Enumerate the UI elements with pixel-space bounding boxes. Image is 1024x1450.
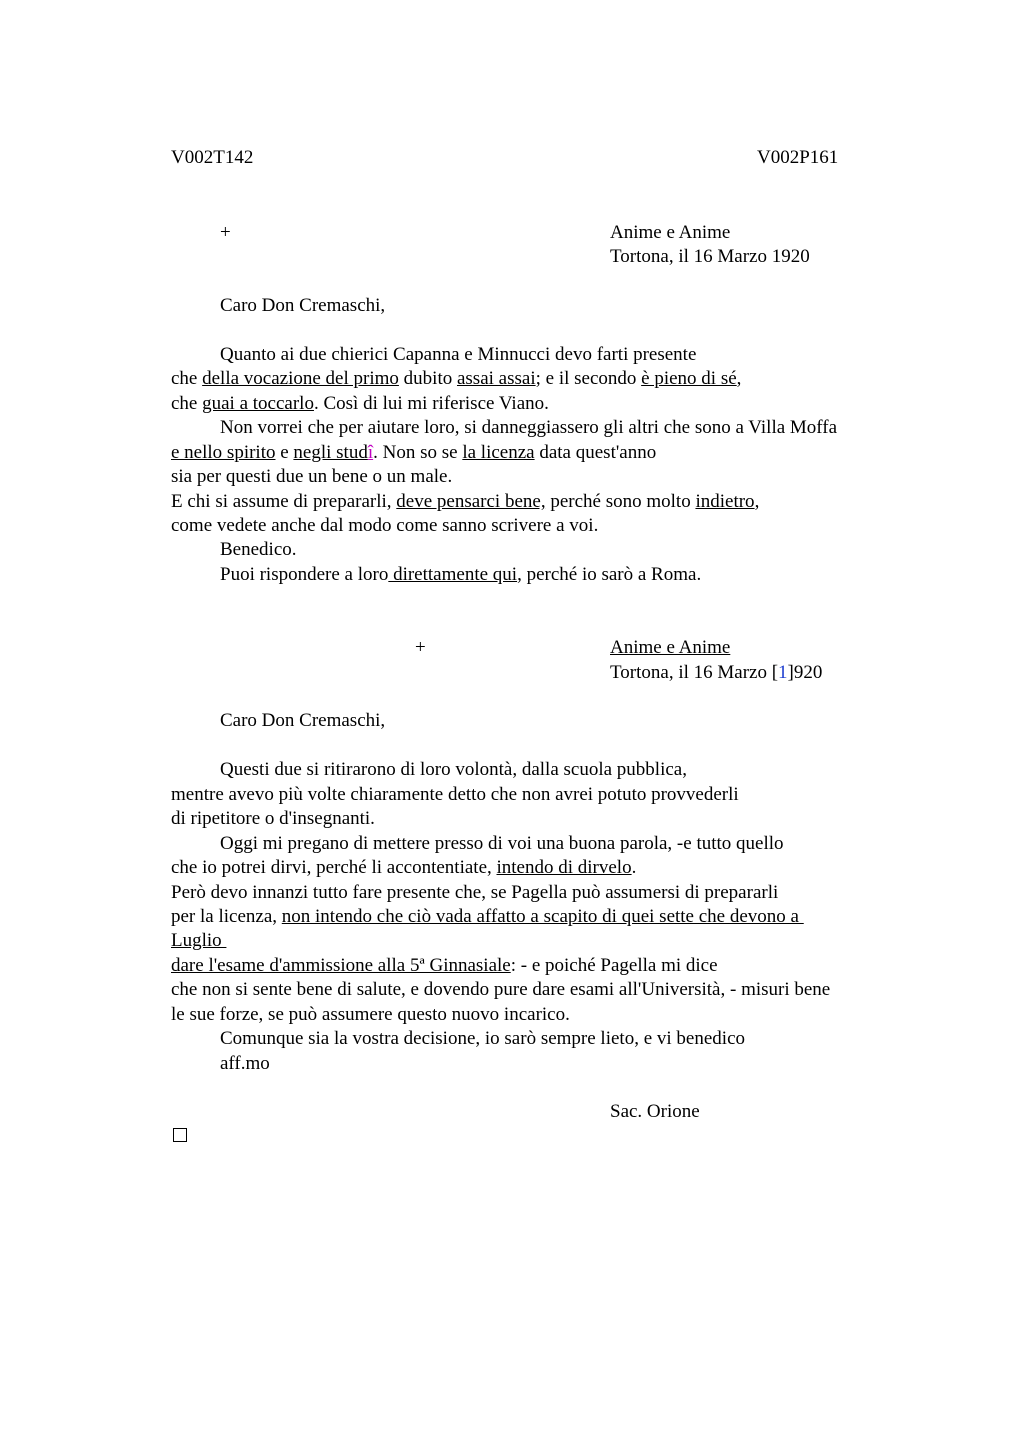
- signature: Sac. Orione: [610, 1101, 700, 1122]
- letter2-line: le sue forze, se può assumere questo nuovo incarico.: [171, 1004, 570, 1025]
- letter1-line: che della vocazione del primo dubito assai assai; e il secondo è pieno di sé,: [171, 368, 742, 389]
- motto: Anime e Anime: [610, 222, 731, 243]
- cross-symbol: +: [220, 222, 231, 243]
- letter2-line: che io potrei dirvi, perché li accontentiate, intendo di dirvelo.: [171, 857, 637, 878]
- letter2-line: Questi due si ritirarono di loro volontà, dalla scuola pubblica,: [220, 759, 687, 780]
- letter2-line: Però devo innanzi tutto fare presente che, se Pagella può assumersi di prepararli: [171, 882, 779, 903]
- letter1-line: come vedete anche dal modo come sanno scrivere a voi.: [171, 515, 599, 536]
- letter1-line: Quanto ai due chierici Capanna e Minnucci devo farti presente: [220, 344, 697, 365]
- salutation: Caro Don Cremaschi,: [220, 710, 386, 731]
- letter2-line: di ripetitore o d'insegnanti.: [171, 808, 375, 829]
- end-marker-box: [173, 1128, 187, 1142]
- letter1-line: Non vorrei che per aiutare loro, si danneggiassero gli altri che sono a Villa Moffa: [220, 417, 838, 438]
- letter2-line: per la licenza, non intendo che ciò vada affatto a scapito di quei sette che devono a: [171, 906, 804, 927]
- letter1-line: che guai a toccarlo. Così di lui mi riferisce Viano.: [171, 393, 549, 414]
- letter2-line: Luglio: [171, 930, 227, 951]
- letter1-line: Puoi rispondere a loro direttamente qui, perché io sarò a Roma.: [220, 564, 702, 585]
- closing: aff.mo: [220, 1053, 270, 1074]
- dateline: Tortona, il 16 Marzo [1]920: [610, 662, 823, 683]
- letter2-line: Comunque sia la vostra decisione, io sarò sempre lieto, e vi benedico: [220, 1028, 745, 1049]
- cross-symbol: +: [415, 637, 426, 658]
- letter1-line: e nello spirito e negli studî. Non so se la licenza data quest'anno: [171, 442, 657, 463]
- document-code-right: V002P161: [757, 147, 839, 168]
- dateline: Tortona, il 16 Marzo 1920: [610, 246, 810, 267]
- letter1-line: E chi si assume di prepararli, deve pensarci bene, perché sono molto indietro,: [171, 491, 760, 512]
- motto: Anime e Anime: [610, 637, 731, 658]
- letter2-line: dare l'esame d'ammissione alla 5ª Ginnasiale: - e poiché Pagella mi dice: [171, 955, 718, 976]
- letter2-line: che non si sente bene di salute, e dovendo pure dare esami all'Università, - misuri bene: [171, 979, 831, 1000]
- letter2-line: Oggi mi pregano di mettere presso di voi una buona parola, -e tutto quello: [220, 833, 784, 854]
- letter2-line: mentre avevo più volte chiaramente detto che non avrei potuto provvederli: [171, 784, 739, 805]
- letter1-line: Benedico.: [220, 539, 297, 560]
- salutation: Caro Don Cremaschi,: [220, 295, 386, 316]
- letter1-line: sia per questi due un bene o un male.: [171, 466, 453, 487]
- document-code-left: V002T142: [171, 147, 254, 168]
